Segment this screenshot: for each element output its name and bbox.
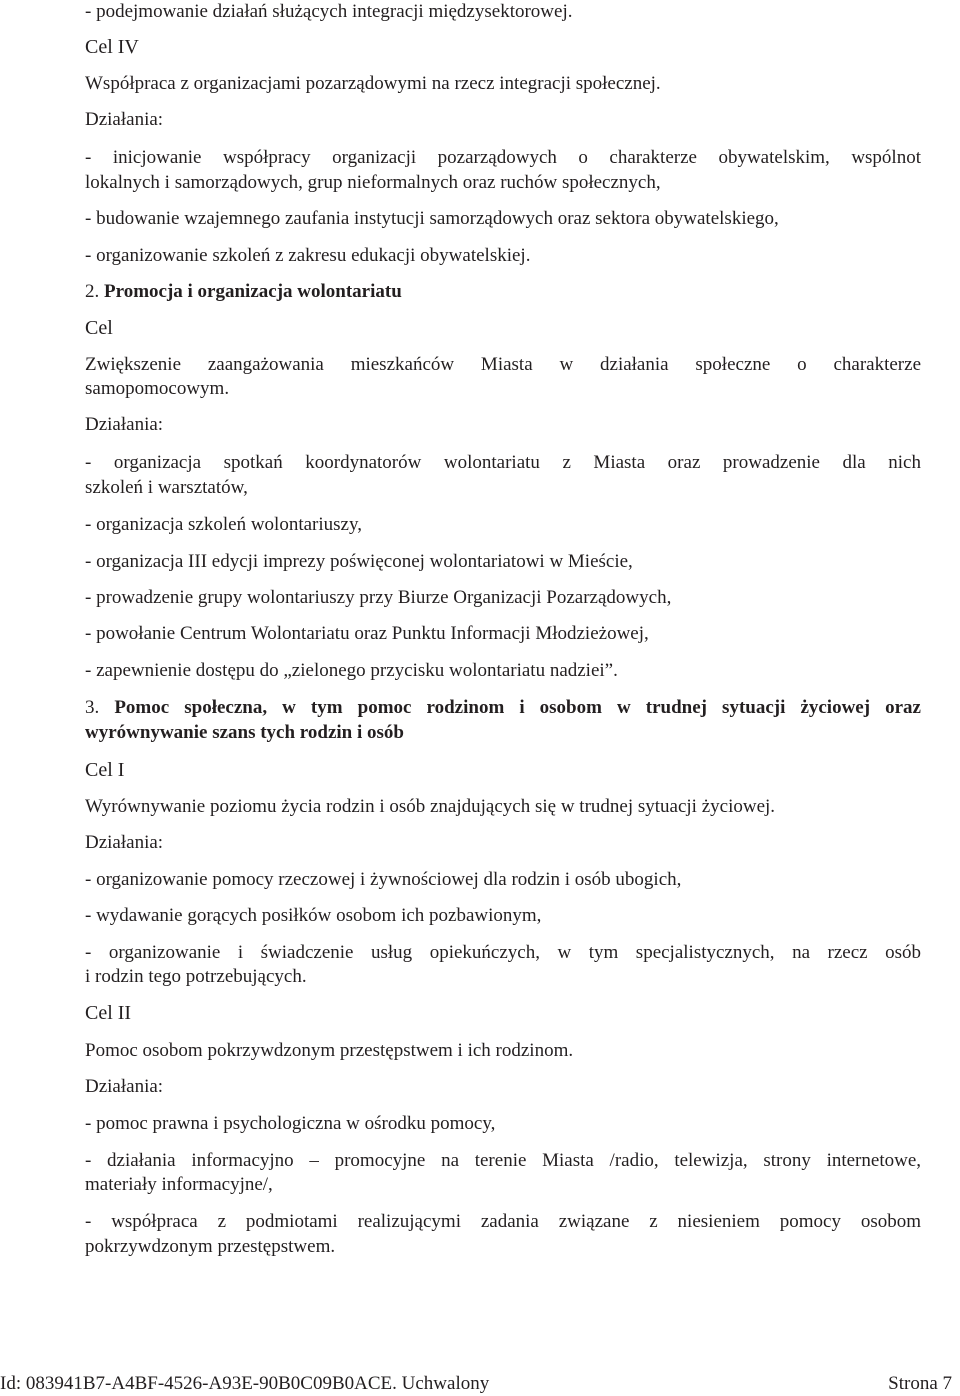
action-item: - organizacja szkoleń wolontariuszy, bbox=[85, 514, 362, 535]
action-item: - prowadzenie grupy wolontariuszy przy Biurze Organizacji Pozarządowych, bbox=[85, 587, 672, 608]
section-title-continuation: wyrównywanie szans tych rodzin i osób bbox=[85, 722, 404, 743]
action-item-continuation: i rodzin tego potrzebujących. bbox=[85, 966, 307, 987]
action-item: - współpraca z podmiotami realizującymi zadania związane z niesieniem pomocy osobom bbox=[85, 1211, 921, 1232]
goal-text: Współpraca z organizacjami pozarządowymi na rzecz integracji społecznej. bbox=[85, 73, 661, 94]
page-number: Strona 7 bbox=[888, 1373, 952, 1394]
action-item: - wydawanie gorących posiłków osobom ich pozbawionym, bbox=[85, 905, 542, 926]
action-item-continuation: lokalnych i samorządowych, grup nieformalnych oraz ruchów społecznych, bbox=[85, 172, 661, 193]
actions-label: Działania: bbox=[85, 414, 164, 435]
action-item: - pomoc prawna i psychologiczna w ośrodku pomocy, bbox=[85, 1113, 496, 1134]
action-item: - organizowanie i świadczenie usług opiekuńczych, w tym specjalistycznych, na rzecz osób bbox=[85, 942, 921, 963]
goal-heading-iv: Cel IV bbox=[85, 36, 139, 58]
actions-label: Działania: bbox=[85, 109, 164, 130]
action-item: - działania informacyjno – promocyjne na terenie Miasta /radio, telewizja, strony internetowe, bbox=[85, 1150, 921, 1171]
section-heading-2 bbox=[85, 280, 921, 304]
goal-text: Zwiększenie zaangażowania mieszkańców Miasta w działania społeczne o charakterze bbox=[85, 354, 921, 375]
goal-text-continuation: samopomocowym. bbox=[85, 378, 230, 399]
goal-heading-i: Cel I bbox=[85, 759, 125, 781]
document-id: Id: 083941B7-A4BF-4526-A93E-90B0C09B0ACE. Uchwalony bbox=[0, 1373, 490, 1394]
section-heading-3 bbox=[85, 696, 921, 720]
action-item: - zapewnienie dostępu do „zielonego przycisku wolontariatu nadziei”. bbox=[85, 660, 618, 681]
action-item: - budowanie wzajemnego zaufania instytucji samorządowych oraz sektora obywatelskiego, bbox=[85, 208, 779, 229]
action-item: - podejmowanie działań służących integracji międzysektorowej. bbox=[85, 1, 573, 22]
goal-text: Pomoc osobom pokrzywdzonym przestępstwem i ich rodzinom. bbox=[85, 1040, 574, 1061]
action-item: - organizowanie pomocy rzeczowej i żywnościowej dla rodzin i osób ubogich, bbox=[85, 869, 682, 890]
action-item: - organizacja spotkań koordynatorów wolontariatu z Miasta oraz prowadzenie dla nich bbox=[85, 452, 921, 473]
action-item-continuation: pokrzywdzonym przestępstwem. bbox=[85, 1236, 336, 1257]
goal-heading: Cel bbox=[85, 317, 113, 339]
actions-label: Działania: bbox=[85, 1076, 164, 1097]
section-title: Promocja i organizacja wolontariatu bbox=[104, 281, 402, 302]
action-item: - organizowanie szkoleń z zakresu edukacji obywatelskiej. bbox=[85, 245, 531, 266]
action-item: - powołanie Centrum Wolontariatu oraz Punktu Informacji Młodzieżowej, bbox=[85, 623, 649, 644]
section-number: 3. bbox=[85, 697, 100, 718]
goal-heading-ii: Cel II bbox=[85, 1002, 132, 1024]
action-item: - inicjowanie współpracy organizacji pozarządowych o charakterze obywatelskim, wspólnot bbox=[85, 147, 921, 168]
section-title: Pomoc społeczna, w tym pomoc rodzinom i osobom w trudnej sytuacji życiowej oraz bbox=[114, 697, 921, 718]
action-item-continuation: szkoleń i warsztatów, bbox=[85, 477, 248, 498]
section-number: 2. bbox=[85, 281, 100, 302]
actions-label: Działania: bbox=[85, 832, 164, 853]
action-item-continuation: materiały informacyjne/, bbox=[85, 1174, 273, 1195]
action-item: - organizacja III edycji imprezy poświęconej wolontariatowi w Mieście, bbox=[85, 551, 633, 572]
goal-text: Wyrównywanie poziomu życia rodzin i osób znajdujących się w trudnej sytuacji życiowej. bbox=[85, 796, 776, 817]
